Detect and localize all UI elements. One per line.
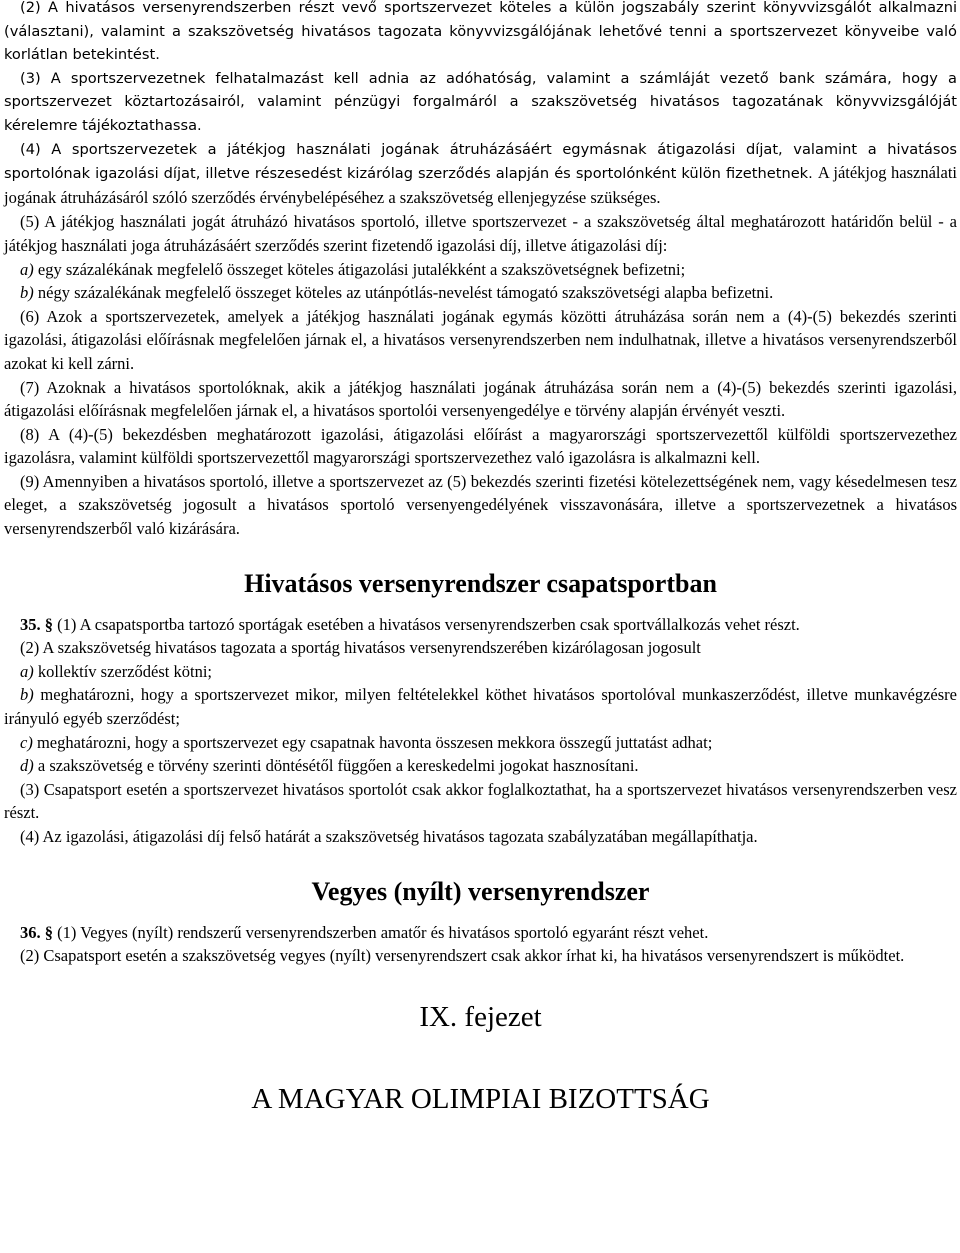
paragraph-34-4-serif-text: A játékjog használati jogának átruházásáról szóló szerződés érvénybelépéséhez a szakszövetség ellenjegyzése szükséges. [4, 163, 958, 207]
section-35-paragraph-2: (2) A szakszövetség hivatásos tagozata a sportág hivatásos versenyrendszerében kizárólagosan jogosult [20, 638, 701, 658]
item-text-b: négy százalékának megfelelő összeget köteles az utánpótlás-nevelést támogató szakszövetségi alapba befizetni. [33, 283, 774, 303]
item-text-a: kollektív szerződést kötni; [33, 661, 213, 681]
paragraph-34-6: (6) Azok a sportszervezetek, amelyek a játékjog használati jogának egymás közötti átruházása során nem a (4)-(5) bekezdés szerinti igazolási, átigazolási előírásnak megfelelően járnak el, a hivatásos versenyrendszerben nem indulhatnak, illetve a hivatásos versenyrendszerből azokat ki kell zárni. [4, 306, 957, 373]
section-35-paragraph-4: (4) Az igazolási, átigazolási díj felső határát a szakszövetség hivatásos tagozata szabályzatában megállapíthatja. [20, 827, 758, 846]
section-36-number: 36. [20, 922, 41, 942]
section-35-paragraph-3: (3) Csapatsport esetén a sportszervezet hivatásos sportolót csak akkor foglalkoztathat, ha a sportszervezet hivatásos versenyrendszerben vesz részt. [4, 779, 957, 823]
paragraph-34-5-b [4, 281, 957, 305]
section-35-number: 35. [20, 614, 41, 634]
item-marker-a: a) [20, 259, 34, 279]
section-36-paragraph-1 [4, 921, 957, 945]
paragraph-34-7: (7) Azoknak a hivatásos sportolóknak, akik a játékjog használati jogának átruházása során nem a (4)-(5) bekezdés szerinti igazolási, átigazolási előírásnak megfelelően járnak el, a hivatásos sportolói versenyengedélye e törvény alapján érvényét veszti. [4, 377, 957, 421]
item-marker-d: d) [20, 756, 34, 776]
item-text-d: a szakszövetség e törvény szerinti döntésétől függően a kereskedelmi jogokat hasznosítani. [33, 756, 639, 776]
section-36-p1-text: (1) Vegyes (nyílt) rendszerű versenyrendszerben amatőr és hivatásos sportoló egyaránt részt vehet. [53, 922, 709, 942]
paragraph-34-4-sans-text: (4) A sportszervezetek a játékjog használati jogának átruházásáért egymásnak átigazolási díjat, valamint a hivatásos sportolónak igazolási díjat, illetve részesedést kizárólag szerződés alapján és sportolónként külön fizethetnek. [4, 140, 957, 183]
paragraph-34-5: (5) A játékjog használati jogát átruházó hivatásos sportoló, illetve sportszervezet - a szakszövetség által meghatározott határidőn belül - a játékjog használati joga átruházásáért szerződés szerint fizetendő igazolási díj, illetve átigazolási díj: [4, 212, 957, 255]
item-marker-b: b) [20, 283, 34, 303]
section-35-item-a [4, 660, 957, 684]
item-marker-a: a) [20, 661, 34, 681]
section-sign: § [44, 922, 53, 942]
paragraph-34-9: (9) Amennyiben a hivatásos sportoló, illetve a sportszervezet az (5) bekezdés szerinti fizetési kötelezettségének nem, vagy késedelmesen tesz eleget, a szakszövetség jogosult a hivatásos sportoló versenyengedélyének visszavonására, illetve a sportszervezetnek a hivatásos versenyrendszerből való kizárására. [4, 471, 957, 539]
section-heading-mixed-open: Vegyes (nyílt) versenyrendszer [311, 876, 650, 906]
item-marker-c: c) [20, 732, 33, 752]
chapter-title: IX. fejezet [419, 1000, 542, 1033]
paragraph-34-8: (8) A (4)-(5) bekezdésben meghatározott igazolási, átigazolási előírást a magyarországi sportszervezettől külföldi sportszervezethez igazolásra, valamint külföldi sportszervezettől magyarországi sportszervezethez való igazolásra is alkalmazni kell. [4, 424, 957, 468]
item-text-a: egy százalékának megfelelő összeget köteles átigazolási jutalékként a szakszövetségnek befizetni; [33, 259, 686, 279]
section-35-paragraph-1 [4, 613, 957, 637]
item-marker-b: b) [20, 685, 34, 705]
section-35-item-c [4, 731, 957, 755]
document-page [4, 0, 957, 1116]
section-35-item-d [4, 754, 957, 778]
paragraph-34-2: (2) A hivatásos versenyrendszerben részt vevő sportszervezet köteles a külön jogszabály szerint könyvvizsgálót alkalmazni (választani), valamint a szakszövetség hivatásos tagozata könyvvizsgálójának lehetővé tenni a sportszervezet könyveibe való korlátlan betekintést. [4, 0, 957, 64]
paragraph-34-3: (3) A sportszervezetnek felhatalmazást kell adnia az adóhatóság, valamint a számláját vezető bank számára, hogy a sportszervezet köztartozásairól, valamint pénzügyi forgalmáról a szakszövetség hivatásos tagozatának könyvvizsgálóját kérelemre tájékoztathassa. [4, 69, 957, 134]
section-35-item-b [4, 683, 957, 730]
section-35-p1-text: (1) A csapatsportba tartozó sportágak esetében a hivatásos versenyrendszerben csak sportvállalkozás vehet részt. [53, 614, 800, 634]
paragraph-34-5-a [4, 258, 957, 282]
section-36-paragraph-2: (2) Csapatsport esetén a szakszövetség vegyes (nyílt) versenyrendszert csak akkor írhat ki, ha hivatásos versenyrendszert is működtet. [20, 946, 905, 966]
chapter-subtitle: A MAGYAR OLIMPIAI BIZOTTSÁG [251, 1082, 710, 1115]
paragraph-34-4 [4, 138, 957, 211]
item-text-b: meghatározni, hogy a sportszervezet mikor, milyen feltételekkel köthet hivatásos sportolóval munkaszerződést, illetve munkavégzésre irányuló egyéb szerződést; [4, 685, 957, 729]
section-heading-professional-team: Hivatásos versenyrendszer csapatsportban [244, 568, 717, 598]
section-sign: § [44, 614, 53, 634]
item-text-c: meghatározni, hogy a sportszervezet egy csapatnak havonta összesen mekkora összegű juttatást adhat; [32, 732, 713, 752]
